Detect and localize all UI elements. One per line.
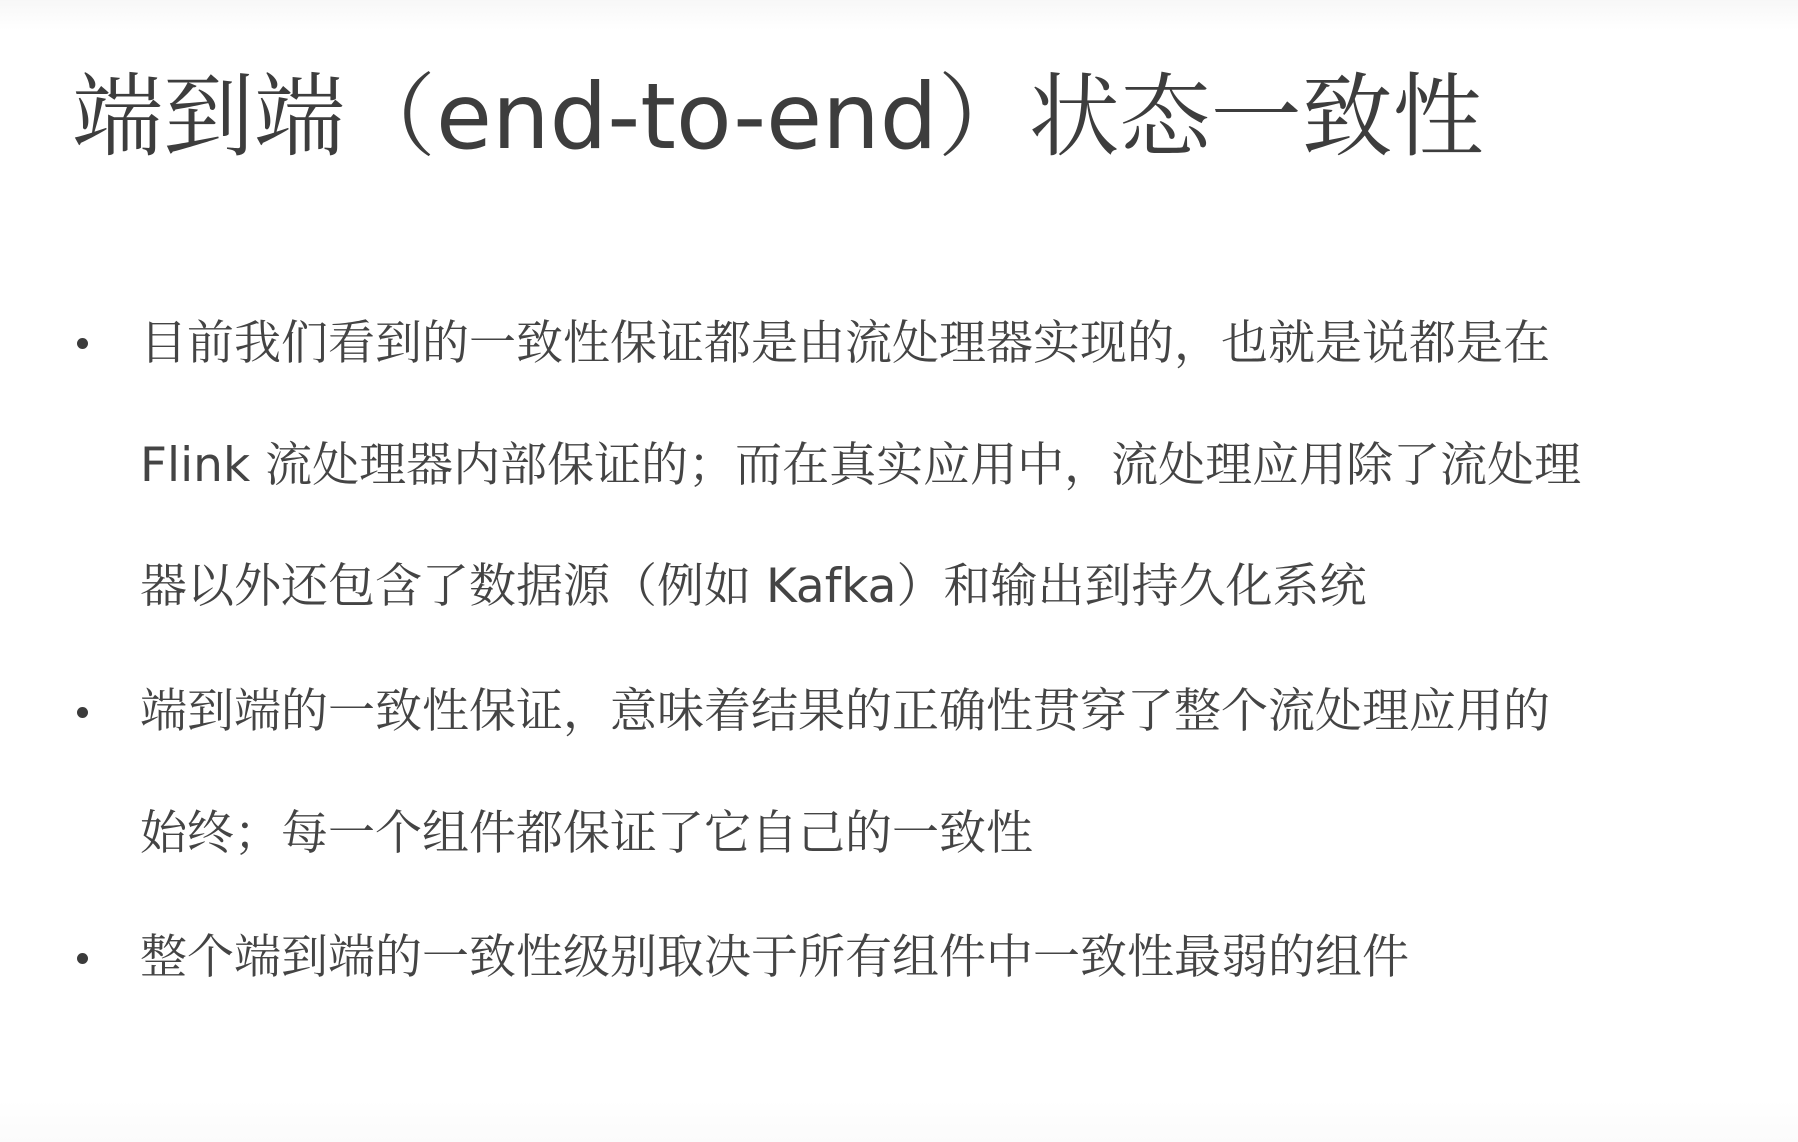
bullet-dot — [77, 953, 88, 964]
bullet-dot — [77, 707, 88, 718]
bullet-2-line-1: 端到端的一致性保证，意味着结果的正确性贯穿了整个流处理应用的 — [140, 684, 1550, 739]
bullet-1-line-1: 目前我们看到的一致性保证都是由流处理器实现的，也就是说都是在 — [140, 316, 1550, 371]
slide-title: 端到端（end-to-end）状态一致性 — [72, 65, 1484, 170]
bullet-dot — [77, 338, 88, 349]
bullet-2-line-2: 始终；每一个组件都保证了它自己的一致性 — [140, 806, 1033, 861]
bullet-1-line-2: Flink 流处理器内部保证的；而在真实应用中，流处理应用除了流处理 — [140, 438, 1582, 493]
bullet-3-line-1: 整个端到端的一致性级别取决于所有组件中一致性最弱的组件 — [140, 930, 1409, 985]
bullet-1-line-3: 器以外还包含了数据源（例如 Kafka）和输出到持久化系统 — [140, 559, 1367, 614]
